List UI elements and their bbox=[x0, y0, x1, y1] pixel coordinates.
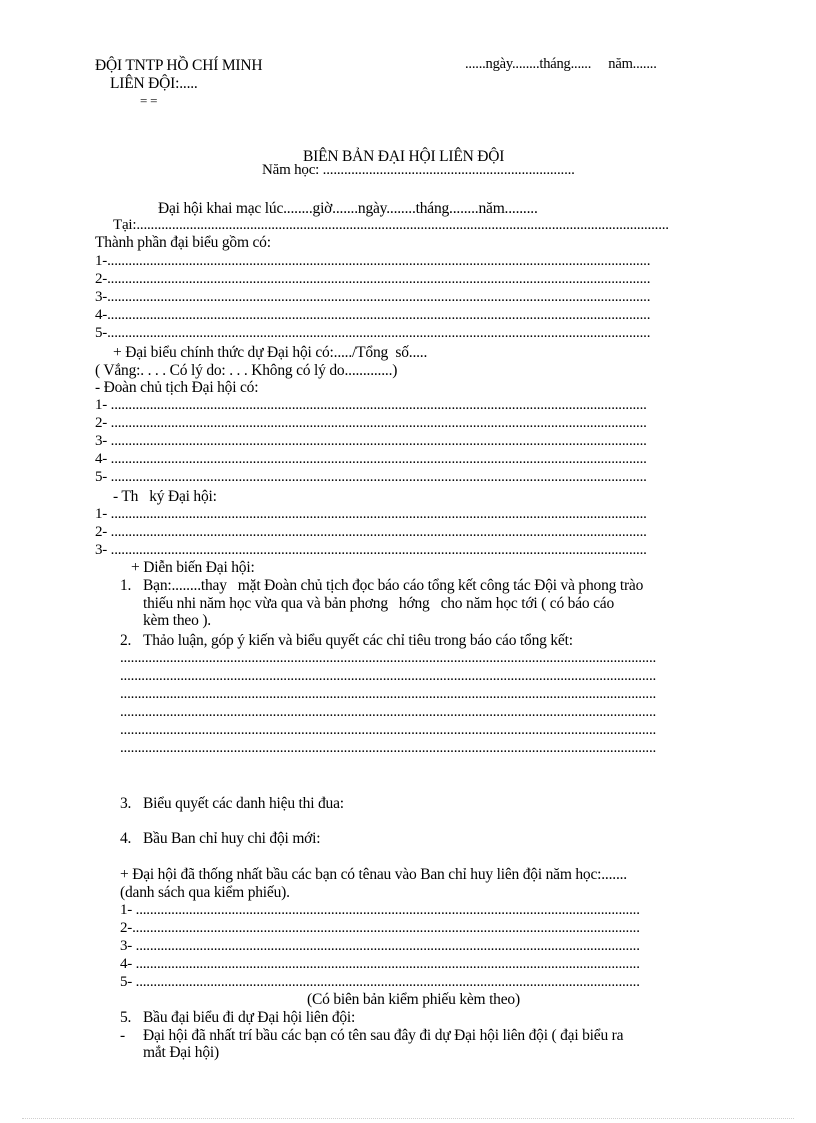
list-item: 5-......................................................................................................................................................... bbox=[95, 325, 651, 341]
item5-text: Bầu đại biểu đi dự Đại hội liên đội: bbox=[143, 1009, 356, 1026]
list-item: 3- ....................................................................................................................................................... bbox=[95, 542, 647, 558]
item1-line: kèm theo ). bbox=[143, 612, 211, 629]
page-bottom-divider bbox=[22, 1118, 794, 1119]
document-title: BIÊN BẢN ĐẠI HỘI LIÊN ĐỘI bbox=[303, 148, 505, 165]
item4-text: Bầu Ban chỉ huy chi đội mới: bbox=[143, 830, 321, 847]
election-line: + Đại hội đã thống nhất bầu các bạn có tênau vào Ban chỉ huy liên đội năm học:....... bbox=[120, 866, 627, 883]
list-item: 2- ....................................................................................................................................................... bbox=[95, 415, 647, 431]
school-year: Năm học: ....................................................................... bbox=[262, 162, 575, 178]
list-item: 4-......................................................................................................................................................... bbox=[95, 307, 651, 323]
discussion-line: ....................................................................................................................................................... bbox=[120, 740, 657, 756]
proceedings-heading: + Diễn biến Đại hội: bbox=[131, 559, 255, 576]
list-item: 1- ....................................................................................................................................................... bbox=[95, 397, 647, 413]
list-item: 2-............................................................................................................................................... bbox=[120, 920, 640, 936]
item-number: 3. bbox=[120, 795, 132, 812]
list-item: 1-......................................................................................................................................................... bbox=[95, 253, 651, 269]
item-number: 5. bbox=[120, 1009, 132, 1026]
list-item: 1- ....................................................................................................................................................... bbox=[95, 506, 647, 522]
election-line: (danh sách qua kiểm phiếu). bbox=[120, 884, 290, 901]
item-number: 1. bbox=[120, 577, 132, 594]
item1-line: thiếu nhi năm học vừa qua và bản phơng hớng cho năm học tới ( có báo cáo bbox=[143, 595, 615, 612]
discussion-line: ....................................................................................................................................................... bbox=[120, 668, 657, 684]
discussion-line: ....................................................................................................................................................... bbox=[120, 650, 657, 666]
organization-name: ĐỘI TNTP HỒ CHÍ MINH bbox=[95, 57, 263, 74]
unit-name: LIÊN ĐỘI:..... bbox=[110, 75, 198, 92]
delegates-heading: Thành phần đại biểu gồm có: bbox=[95, 234, 271, 251]
item1-line: Bạn:........thay mặt Đoàn chủ tịch đọc báo cáo tổng kết công tác Đội và phong trào bbox=[143, 577, 644, 594]
secretary-heading: - Th ký Đại hội: bbox=[113, 488, 217, 505]
vote-count-note: (Có biên bản kiểm phiếu kèm theo) bbox=[307, 991, 520, 1008]
list-item: 5- .............................................................................................................................................. bbox=[120, 974, 640, 990]
item-number: 4. bbox=[120, 830, 132, 847]
list-item: 3-......................................................................................................................................................... bbox=[95, 289, 651, 305]
list-item: 4- .............................................................................................................................................. bbox=[120, 956, 640, 972]
list-item: 3- .............................................................................................................................................. bbox=[120, 938, 640, 954]
list-item: 5- ....................................................................................................................................................... bbox=[95, 469, 647, 485]
venue: Tại:...................................................................................................................................................... bbox=[113, 217, 669, 233]
list-item: 2-......................................................................................................................................................... bbox=[95, 271, 651, 287]
underline-mark: = = bbox=[140, 93, 158, 108]
absent-note: ( Vắng:. . . . Có lý do: . . . Không có lý do.............) bbox=[95, 362, 398, 379]
discussion-line: ....................................................................................................................................................... bbox=[120, 722, 657, 738]
list-item: 3- ....................................................................................................................................................... bbox=[95, 433, 647, 449]
discussion-line: ....................................................................................................................................................... bbox=[120, 686, 657, 702]
date-line: ......ngày........tháng...... năm....... bbox=[465, 56, 657, 72]
list-item: 2- ....................................................................................................................................................... bbox=[95, 524, 647, 540]
discussion-line: ....................................................................................................................................................... bbox=[120, 704, 657, 720]
item2-text: Thảo luận, góp ý kiến và biểu quyết các chỉ tiêu trong báo cáo tổng kết: bbox=[143, 632, 573, 649]
item3-text: Biểu quyết các danh hiệu thi đua: bbox=[143, 795, 344, 812]
item-number: 2. bbox=[120, 632, 132, 649]
list-item: 4- ....................................................................................................................................................... bbox=[95, 451, 647, 467]
official-delegates: + Đại biểu chính thức dự Đại hội có:...../Tổng số..... bbox=[113, 344, 428, 361]
list-item: 1- .............................................................................................................................................. bbox=[120, 902, 640, 918]
item5-bullet-line: Đại hội đã nhất trí bầu các bạn có tên sau đây đi dự Đại hội liên đội ( đại biểu ra bbox=[143, 1027, 624, 1044]
bullet-dash: - bbox=[120, 1027, 125, 1044]
presidium-heading: - Đoàn chủ tịch Đại hội có: bbox=[95, 379, 259, 396]
opening-time: Đại hội khai mạc lúc........giờ.......ngày........tháng........năm......... bbox=[158, 200, 538, 217]
item5-bullet-line: mắt Đại hội) bbox=[143, 1044, 219, 1061]
